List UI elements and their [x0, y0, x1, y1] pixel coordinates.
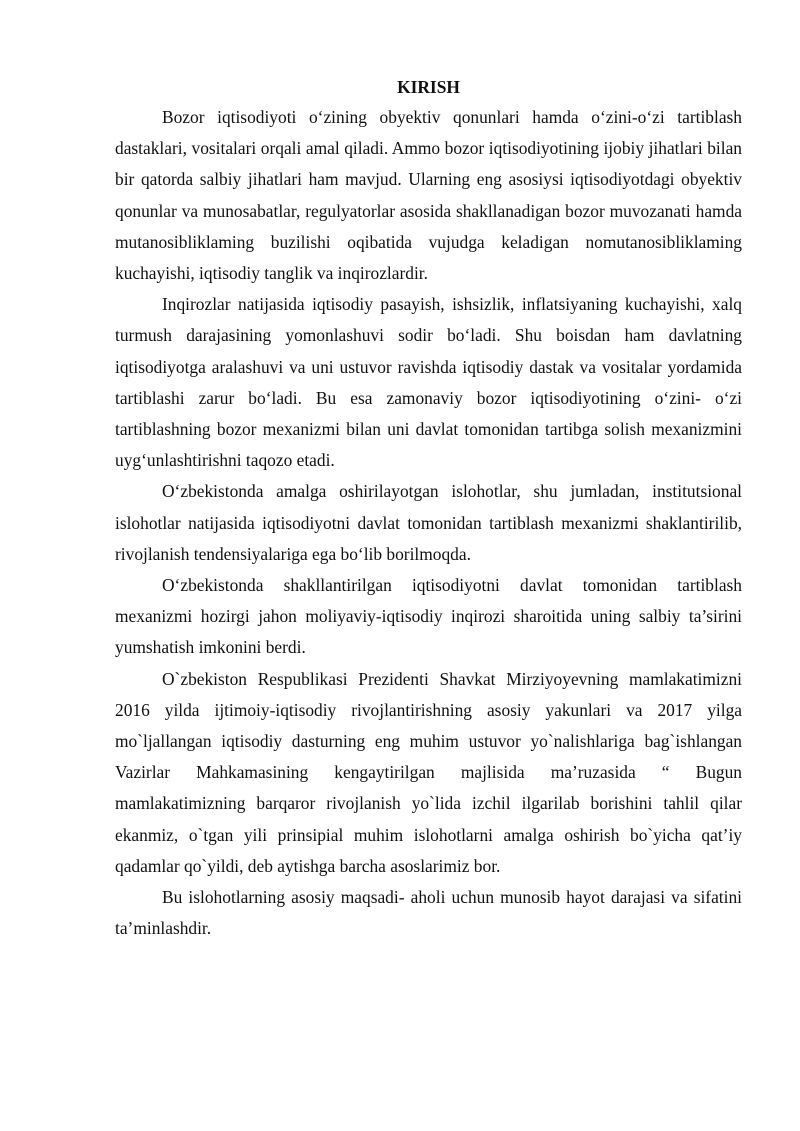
document-page [115, 72, 742, 944]
paragraph-3: O‘zbekistonda amalga oshirilayotgan islohotlar, shu jumladan, institutsional islohotlar natijasida iqtisodiyotni davlat tomonidan tartiblash mexanizmi shaklantirilib, rivojlanish tendensiyalariga ega bo‘lib borilmoqda. [115, 481, 742, 564]
paragraph-2: Inqirozlar natijasida iqtisodiy pasayish, ishsizlik, inflatsiyaning kuchayishi, xalq turmush darajasining yomonlashuvi sodir bo‘ladi. Shu boisdan ham davlatning iqtisodiyotga aralashuvi va uni ustuvor ravishda iqtisodiy dastak va vositalar yordamida tartiblashi zarur bo‘ladi. Bu esa zamonaviy bozor iqtisodiyotining o‘zini- o‘zi tartiblashning bozor mexanizmi bilan uni davlat tomonidan tartibga solish mexanizmini uyg‘unlashtirishni taqozo etadi. [115, 294, 742, 471]
paragraph-6: Bu islohotlarning asosiy maqsadi- aholi uchun munosib hayot darajasi va sifatini ta’minlashdir. [115, 887, 742, 939]
paragraph-1: Bozor iqtisodiyoti o‘zining obyektiv qonunlari hamda o‘zini-o‘zi tartiblash dastaklari, vositalari orqali amal qiladi. Ammo bozor iqtisodiyotining ijobiy jihatlari bilan bir qatorda salbiy jihatlari ham mavjud. Ularning eng asosiysi iqtisodiyotdagi obyektiv qonunlar va munosabatlar, regulyatorlar asosida shakllanadigan bozor muvozanati hamda mutanosibliklaming buzilishi oqibatida vujudga keladigan nomutanosibliklaming kuchayishi, iqtisodiy tanglik va inqirozlardir. [115, 107, 742, 284]
paragraph-4: O‘zbekistonda shakllantirilgan iqtisodiyotni davlat tomonidan tartiblash mexanizmi hozirgi jahon moliyaviy-iqtisodiy inqirozi sharoitida uning salbiy ta’sirini yumshatish imkonini berdi. [115, 575, 742, 658]
page-title: KIRISH [397, 77, 460, 97]
paragraph-5: O`zbekiston Respublikasi Prezidenti Shavkat Mirziyoyevning mamlakatimizni 2016 yilda ijtimoiy-iqtisodiy rivojlantirishning asosiy yakunlari va 2017 yilga mo`ljallangan iqtisodiy dasturning eng muhim ustuvor yo`nalishlariga bag`ishlangan Vazirlar Mahkamasining kengaytirilgan majlisida ma’ruzasida “ Bugun mamlakatimizning barqaror rivojlanish yo`lida izchil ilgarilab borishini tahlil qilar ekanmiz, o`tgan yili prinsipial muhim islohotlarni amalga oshirish bo`yicha qat’iy qadamlar qo`yildi, deb aytishga barcha asoslarimiz bor. [115, 668, 742, 876]
